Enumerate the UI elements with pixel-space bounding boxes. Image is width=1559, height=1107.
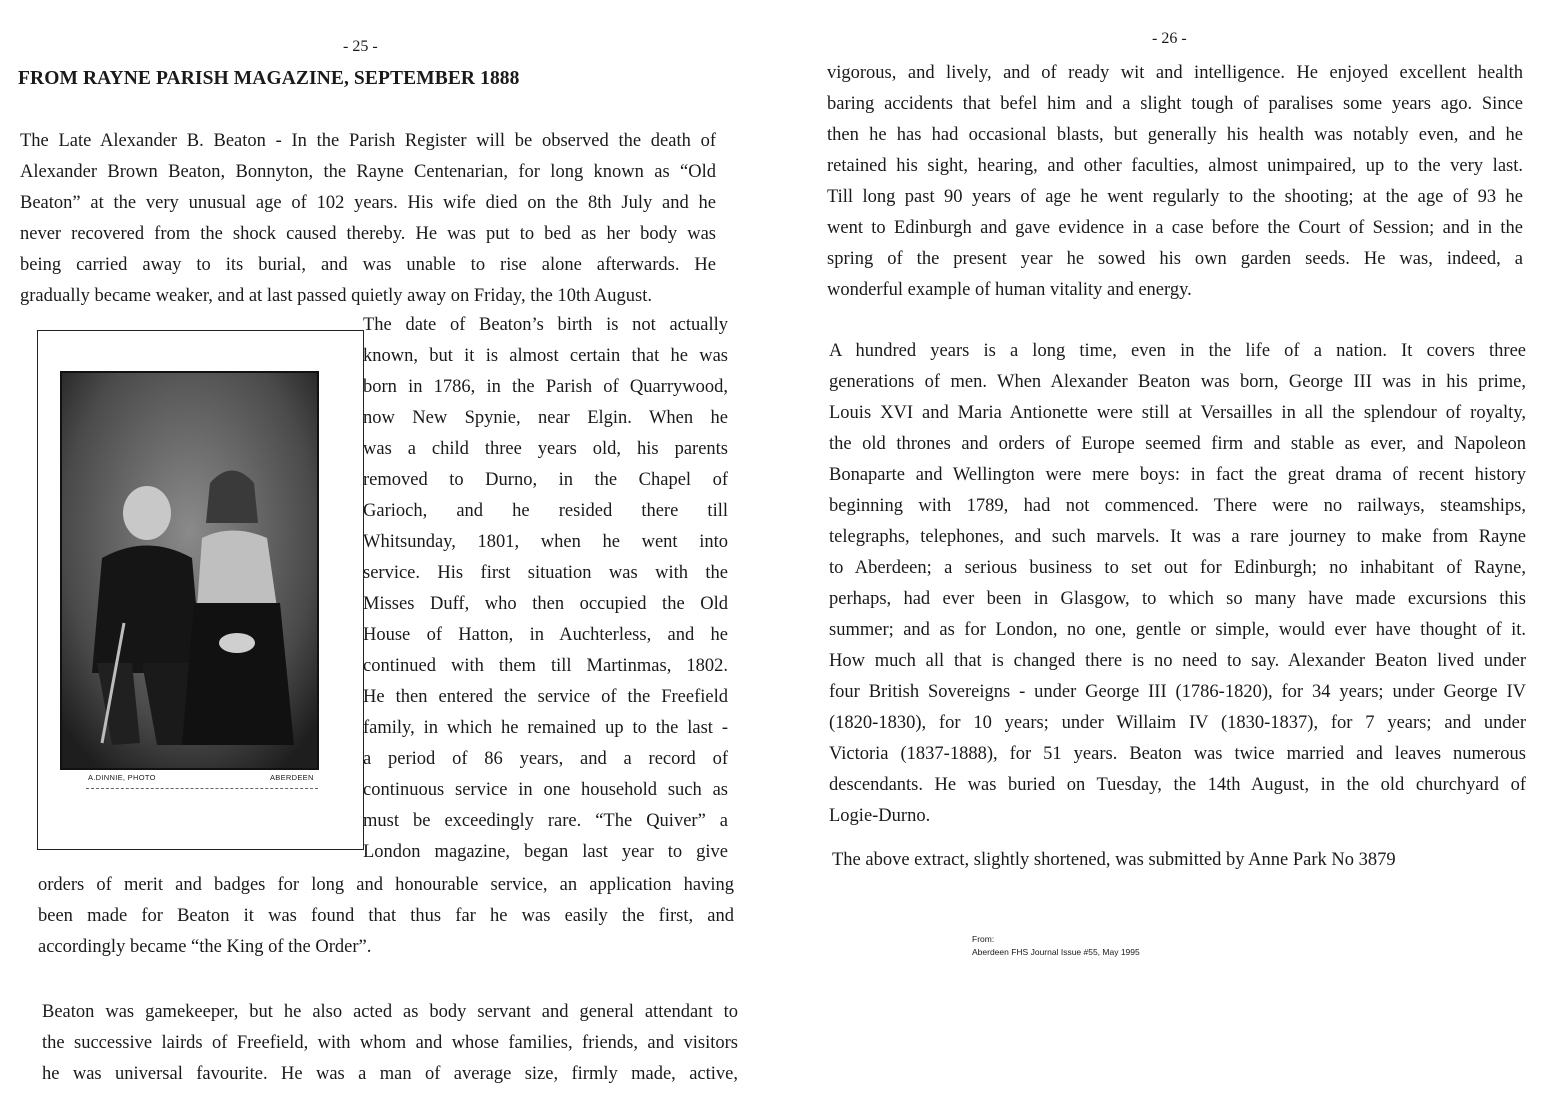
text-line: He then entered the service of the Freefield <box>363 687 728 707</box>
article-heading: FROM RAYNE PARISH MAGAZINE, SEPTEMBER 1888 <box>18 68 520 89</box>
text-line: How much all that is changed there is no need to say. Alexander Beaton lived under <box>829 651 1526 671</box>
text-line: family, in which he remained up to the last - <box>363 718 728 738</box>
text-line: to Aberdeen; a serious business to set out for Edinburgh; no inhabitant of Rayne, <box>829 558 1526 578</box>
text-line: Beaton” at the very unusual age of 102 years. His wife died on the 8th July and he <box>20 193 716 213</box>
text-line: born in 1786, in the Parish of Quarrywood, <box>363 377 728 397</box>
source-citation <box>972 933 1140 959</box>
wrapped-paragraph <box>363 310 728 868</box>
text-line: he was universal favourite. He was a man of average size, firmly made, active, <box>42 1064 738 1084</box>
gamekeeper-paragraph <box>42 997 738 1090</box>
page-number: - 26 - <box>1152 30 1187 47</box>
text-line: Garioch, and he resided there till <box>363 501 728 521</box>
text-line: House of Hatton, in Auchterless, and he <box>363 625 728 645</box>
text-line: (1820-1830), for 10 years; under Willaim IV (1830-1837), for 7 years; and under <box>829 713 1526 733</box>
text-line: never recovered from the shock caused thereby. He was put to bed as her body was <box>20 224 716 244</box>
text-line: Till long past 90 years of age he went regularly to the shooting; at the age of 93 he <box>827 187 1523 207</box>
portrait-image <box>62 373 317 768</box>
text-line: was a child three years old, his parents <box>363 439 728 459</box>
text-line: the old thrones and orders of Europe seemed firm and stable as ever, and Napoleon <box>829 434 1526 454</box>
vitality-paragraph <box>827 58 1523 306</box>
text-line: Whitsunday, 1801, when he went into <box>363 532 728 552</box>
submission-note: The above extract, slightly shortened, was submitted by Anne Park No 3879 <box>832 850 1396 870</box>
text-line: baring accidents that befel him and a slight tough of paralises some years ago. Since <box>827 94 1523 114</box>
text-line: beginning with 1789, had not commenced. There were no railways, steamships, <box>829 496 1526 516</box>
photo-caption-photographer: A.DINNIE, PHOTO <box>88 773 156 782</box>
text-line: went to Edinburgh and gave evidence in a case before the Court of Session; and in the <box>827 218 1523 238</box>
photo-caption-place: ABERDEEN <box>270 773 314 782</box>
text-line: continuous service in one household such as <box>363 780 728 800</box>
caption-rule <box>86 788 318 789</box>
text-line: been made for Beaton it was found that thus far he was easily the first, and <box>38 906 734 926</box>
text-line: retained his sight, hearing, and other faculties, almost unimpaired, up to the very last. <box>827 156 1523 176</box>
text-line: gradually became weaker, and at last passed quietly away on Friday, the 10th August. <box>20 286 653 306</box>
text-line: descendants. He was buried on Tuesday, the 14th August, in the old churchyard of <box>829 775 1526 795</box>
left-page <box>0 0 760 1107</box>
continued-paragraph <box>38 870 734 963</box>
text-line: the successive lairds of Freefield, with whom and whose families, friends, and visitors <box>42 1033 738 1053</box>
text-line: A hundred years is a long time, even in the life of a nation. It covers three <box>829 341 1526 361</box>
text-line: telegraphs, telephones, and such marvels. It was a rare journey to make from Rayne <box>829 527 1526 547</box>
text-line: Logie-Durno. <box>829 806 931 826</box>
text-line: wonderful example of human vitality and energy. <box>827 280 1192 300</box>
text-line: removed to Durno, in the Chapel of <box>363 470 728 490</box>
text-line: Louis XVI and Maria Antionette were still at Versailles in all the splendour of royalty, <box>829 403 1526 423</box>
text-line: Beaton was gamekeeper, but he also acted as body servant and general attendant to <box>42 1002 738 1022</box>
text-line: perhaps, had ever been in Glasgow, to which so many have made excursions this <box>829 589 1526 609</box>
text-line: generations of men. When Alexander Beaton was born, George III was in his prime, <box>829 372 1526 392</box>
text-line: The date of Beaton’s birth is not actually <box>363 315 728 335</box>
portrait-photo <box>60 371 319 770</box>
text-line: orders of merit and badges for long and honourable service, an application having <box>38 875 734 895</box>
page-number: - 25 - <box>343 38 378 55</box>
text-line: known, but it is almost certain that he was <box>363 346 728 366</box>
text-line: spring of the present year he sowed his own garden seeds. He was, indeed, a <box>827 249 1523 269</box>
text-line: The Late Alexander B. Beaton - In the Parish Register will be observed the death of <box>20 131 716 151</box>
text-line: must be exceedingly rare. “The Quiver” a <box>363 811 728 831</box>
history-paragraph <box>829 336 1526 832</box>
text-line: a period of 86 years, and a record of <box>363 749 728 769</box>
text-line: vigorous, and lively, and of ready wit and intelligence. He enjoyed excellent health <box>827 63 1523 83</box>
source-line: From: <box>972 934 995 944</box>
text-line: continued with them till Martinmas, 1802. <box>363 656 728 676</box>
text-line: London magazine, began last year to give <box>363 842 728 862</box>
text-line: accordingly became “the King of the Order”. <box>38 937 372 957</box>
text-line: four British Sovereigns - under George III (1786-1820), for 34 years; under George IV <box>829 682 1526 702</box>
right-page <box>800 0 1559 1107</box>
text-line: Bonaparte and Wellington were mere boys: in fact the great drama of recent history <box>829 465 1526 485</box>
text-line: now New Spynie, near Elgin. When he <box>363 408 728 428</box>
text-line: service. His first situation was with the <box>363 563 728 583</box>
text-line: Misses Duff, who then occupied the Old <box>363 594 728 614</box>
text-line: Victoria (1837-1888), for 51 years. Beaton was twice married and leaves numerous <box>829 744 1526 764</box>
intro-paragraph <box>20 126 716 312</box>
photograph <box>37 330 364 850</box>
source-line: Aberdeen FHS Journal Issue #55, May 1995 <box>972 947 1140 957</box>
text-line: then he has had occasional blasts, but generally his health was notably even, and he <box>827 125 1523 145</box>
text-line: summer; and as for London, no one, gentle or simple, would ever have thought of it. <box>829 620 1526 640</box>
text-line: Alexander Brown Beaton, Bonnyton, the Rayne Centenarian, for long known as “Old <box>20 162 716 182</box>
text-line: being carried away to its burial, and was unable to rise alone afterwards. He <box>20 255 716 275</box>
